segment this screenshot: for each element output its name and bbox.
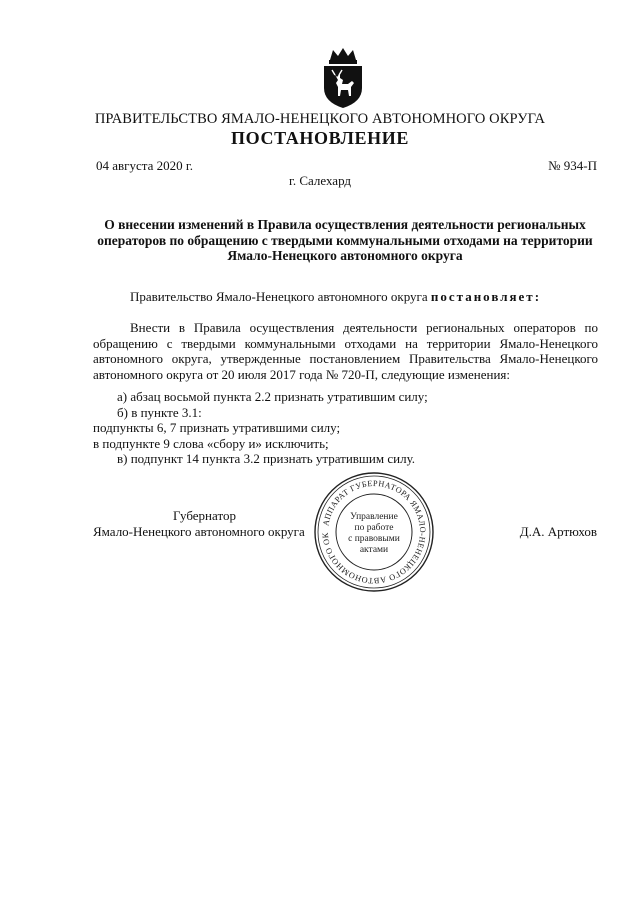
signature-org: Ямало-Ненецкого автономного округа (93, 524, 305, 539)
coat-of-arms-icon (318, 46, 368, 110)
stamp-line: с правовыми (348, 534, 400, 544)
document-date: 04 августа 2020 г. (96, 158, 193, 173)
document-type-title: ПОСТАНОВЛЕНИЕ (231, 128, 409, 148)
decree-lead: Правительство Ямало-Ненецкого автономного округа (130, 289, 428, 304)
decree-verb: постановляет: (430, 289, 542, 304)
changes-list (93, 389, 428, 467)
official-stamp (312, 470, 436, 594)
signature-title: Губернатор (173, 508, 236, 523)
list-item: а) абзац восьмой пункта 2.2 признать утратившим силу; (117, 389, 428, 404)
list-item: подпункты 6, 7 признать утратившими силу; (93, 420, 341, 436)
government-name: ПРАВИТЕЛЬСТВО ЯМАЛО-НЕНЕЦКОГО АВТОНОМНОГО ОКРУГА (94, 111, 546, 127)
stamp-line: Управление (350, 512, 398, 522)
stamp-line: актами (359, 545, 389, 555)
document-number: № 934-П (548, 158, 597, 173)
document-subject: О внесении изменений в Правила осуществления деятельности региональных операторов по обращению с твердыми коммунальными отходами на территории Ямало-Ненецкого автономного округа (97, 217, 593, 263)
document-city: г. Салехард (288, 173, 352, 188)
main-paragraph: Внести в Правила осуществления деятельности региональных операторов по обращению с твердыми коммунальными отходами на территории Ямало-Ненецкого автономного округа, утвержденные постановлением Правительства Ямало-Ненецкого автономного округа от 20 июля 2017 года № 720-П, следующие изменения: (93, 320, 598, 382)
stamp-line: по работе (354, 523, 394, 533)
decree-line (130, 289, 541, 305)
list-item: в подпункте 9 слова «сбору и» исключить; (93, 435, 329, 451)
signature-name: Д.А. Артюхов (519, 524, 597, 539)
stamp-ring-text: АППАРАТ ГУБЕРНАТОРА ЯМАЛО-НЕНЕЦКОГО АВТОНОМНОГО ОК (320, 478, 428, 586)
list-item: б) в пункте 3.1: (117, 404, 202, 420)
list-item: в) подпункт 14 пункта 3.2 признать утратившим силу. (117, 451, 416, 467)
